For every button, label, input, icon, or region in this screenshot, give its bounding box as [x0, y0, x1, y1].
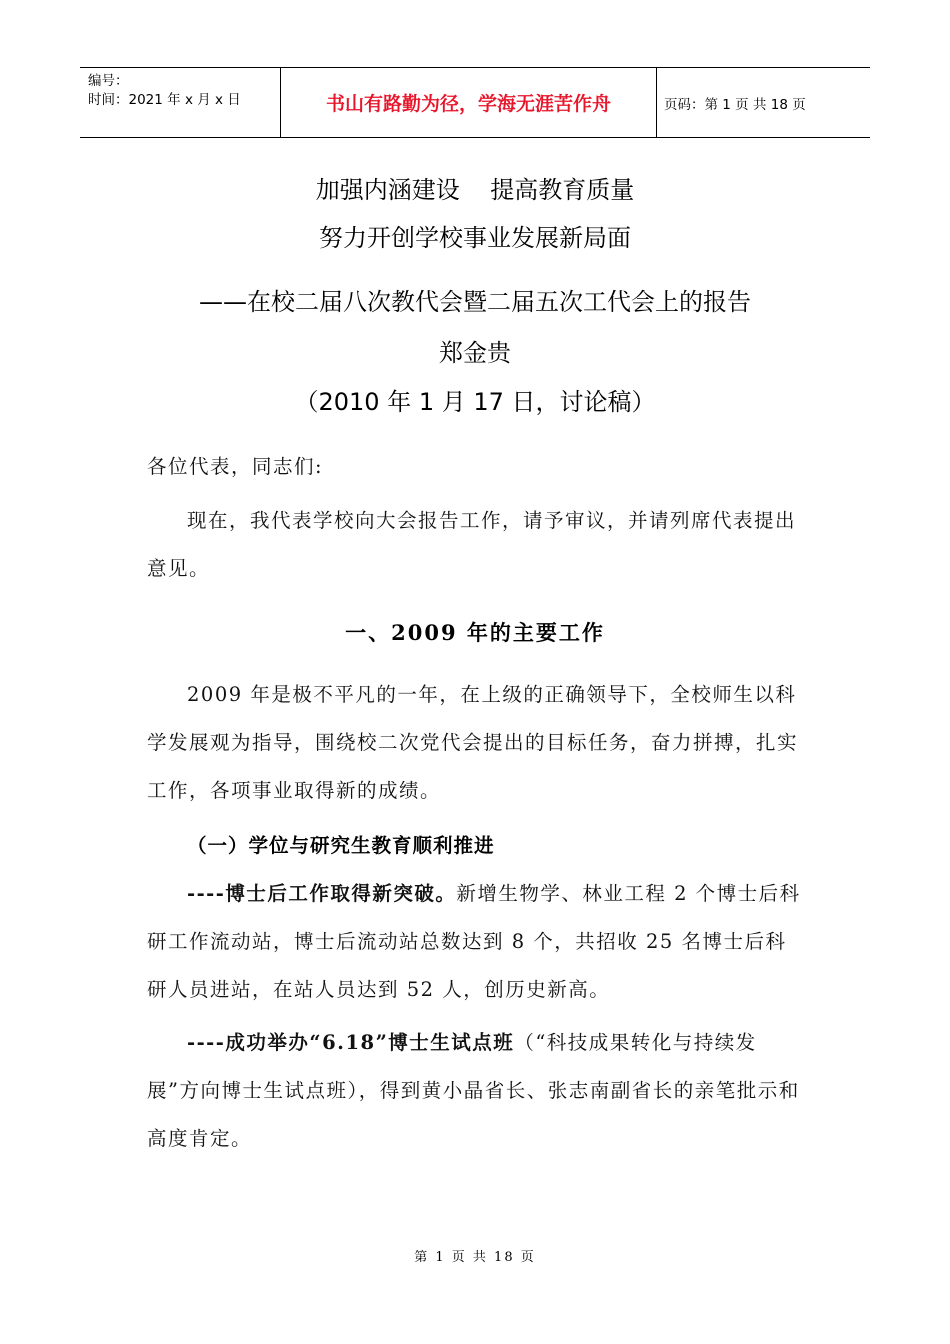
- report-subtitle: ——在校二届八次教代会暨二届五次工代会上的报告: [199, 288, 751, 316]
- item-postdoc-text: 新增生物学、林业工程 2 个博士后科研工作流动站，博士后流动站总数达到 8 个，共招收 25 名博士后科研人员进站，在站人员达到 52 人，创历史新高。: [147, 882, 801, 1001]
- report-author: 郑金贵: [439, 339, 511, 367]
- section-intro-paragraph: 2009 年是极不平凡的一年，在上级的正确领导下，全校师生以科学发展观为指导，围绕校二次党代会提出的目标任务，奋力拼搏，扎实工作，各项事业取得新的成绩。: [147, 683, 799, 802]
- intro-paragraph: 现在，我代表学校向大会报告工作，请予审议，并请列席代表提出意见。: [147, 509, 797, 580]
- header-page-number: 页码：第 1 页 共 18 页: [664, 96, 806, 113]
- item-pilot-class-lead: ----成功举办“6.18”博士生试点班: [187, 1031, 515, 1054]
- item-pilot-class-text: （“科技成果转化与持续发展”方向博士生试点班），得到黄小晶省长、张志南副省长的亲笔批示和高度肯定。: [147, 1031, 800, 1150]
- subsection-heading: （一）学位与研究生教育顺利推进: [187, 834, 495, 857]
- document-date-label: 时间：2021 年 x 月 x 日: [88, 92, 241, 108]
- salutation: 各位代表，同志们:: [147, 455, 324, 478]
- title-line-1: 加强内涵建设 提高教育质量: [315, 176, 635, 204]
- item-postdoc-lead: ----博士后工作取得新突破。: [187, 882, 457, 905]
- report-date: （2010 年 1 月 17 日，讨论稿）: [294, 388, 656, 416]
- header-meta-cell: [80, 68, 281, 137]
- document-number-label: 编号：: [88, 73, 129, 89]
- item-pilot-class-paragraph: [147, 1019, 807, 1163]
- page-footer: 第 1 页 共 18 页: [414, 1250, 536, 1265]
- section-heading: 一、2009 年的主要工作: [345, 620, 605, 645]
- item-postdoc-paragraph: [147, 870, 807, 1014]
- page-header-table: [80, 67, 870, 138]
- header-motto: 书山有路勤为径，学海无涯苦作舟: [281, 68, 657, 137]
- title-line-2: 努力开创学校事业发展新局面: [319, 224, 631, 252]
